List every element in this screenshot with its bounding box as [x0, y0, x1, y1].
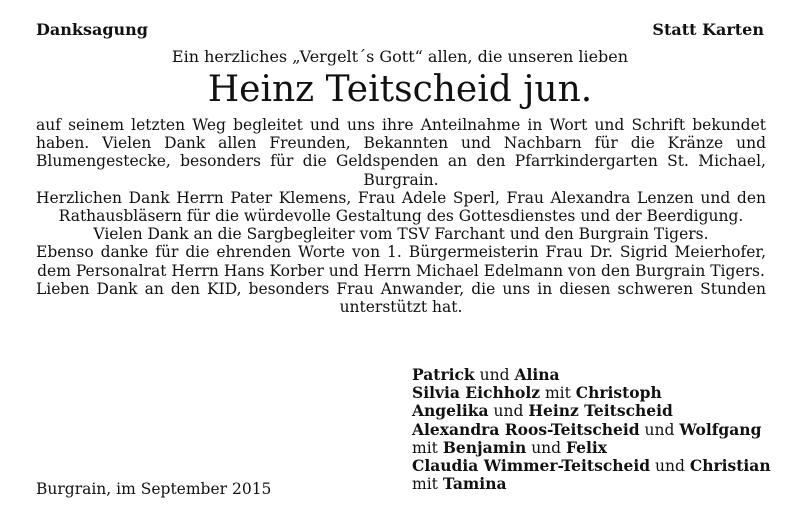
mourners-list [412, 366, 771, 493]
mourner-line [412, 475, 771, 493]
connector-text: und [639, 420, 680, 439]
mourner-line [412, 421, 771, 439]
intro-text: Ein herzliches „Vergelt´s Gott“ allen, die unseren lieben [171, 47, 629, 66]
mourner-name: Tamina [442, 474, 507, 494]
connector-text: und [526, 438, 567, 457]
connector-text: mit [412, 475, 443, 494]
connector-text: mit [540, 384, 576, 403]
header-statt-karten: Statt Karten [652, 20, 764, 39]
mourner-line [412, 366, 771, 384]
mourner-name: Claudia Wimmer-Teitscheid [412, 456, 651, 476]
connector-text: und [488, 402, 529, 421]
mourner-name: Benjamin [442, 437, 527, 457]
paragraph-1: auf seinem letzten Weg begleitet und uns ihre Anteilnahme in Wort und Schrift bekundet haben. Vielen Dank allen Freunden, Bekannten und Nachbarn für die Kränze und Blumengestecke, besonders für die Geldspenden an den Pfarrkindergarten St. Michael, Burgrain. [36, 116, 766, 189]
mourner-line [412, 402, 771, 420]
mourner-name: Patrick [412, 365, 475, 384]
header-danksagung: Danksagung [36, 20, 148, 39]
mourner-name: Silvia Eichholz [412, 383, 541, 403]
mourner-name: Angelika [412, 401, 489, 421]
place-date: Burgrain, im September 2015 [36, 480, 272, 498]
paragraph-2: Herzlichen Dank Herrn Pater Klemens, Frau Adele Sperl, Frau Alexandra Lenzen und den Rathausbläsern für die würdevolle Gestaltung des Gottesdienstes und der Beerdigung. [36, 188, 766, 226]
mourner-line [412, 439, 771, 457]
connector-text: und [650, 457, 690, 476]
mourner-name: Wolfgang [679, 419, 762, 439]
mourner-name: Felix [566, 437, 608, 457]
connector-text: mit [412, 438, 443, 457]
mourner-name: Christian [689, 456, 771, 476]
mourner-name: Alina [514, 365, 560, 384]
thanks-body [36, 116, 766, 316]
paragraph-4: Ebenso danke für die ehrenden Worte von 1. Bürgermeisterin Frau Dr. Sigrid Meierhofer, dem Personalrat Herrn Hans Korber und Herrn Michael Edelmann von den Burgrain Tigers. [36, 243, 766, 280]
connector-text: und [474, 366, 515, 384]
mourner-line [412, 457, 771, 475]
mourner-name: Alexandra Roos-Teitscheid [412, 419, 640, 439]
paragraph-5: Lieben Dank an den KID, besonders Frau Anwander, die uns in diesen schweren Stunden unterstützt hat. [36, 279, 766, 317]
mourner-name: Heinz Teitscheid [528, 401, 673, 421]
mourner-line [412, 384, 771, 402]
mourner-name: Christoph [575, 383, 662, 403]
deceased-name: Heinz Teitscheid jun. [207, 69, 593, 110]
paragraph-3: Vielen Dank an die Sargbegleiter vom TSV Farchant und den Burgrain Tigers. [93, 225, 709, 244]
